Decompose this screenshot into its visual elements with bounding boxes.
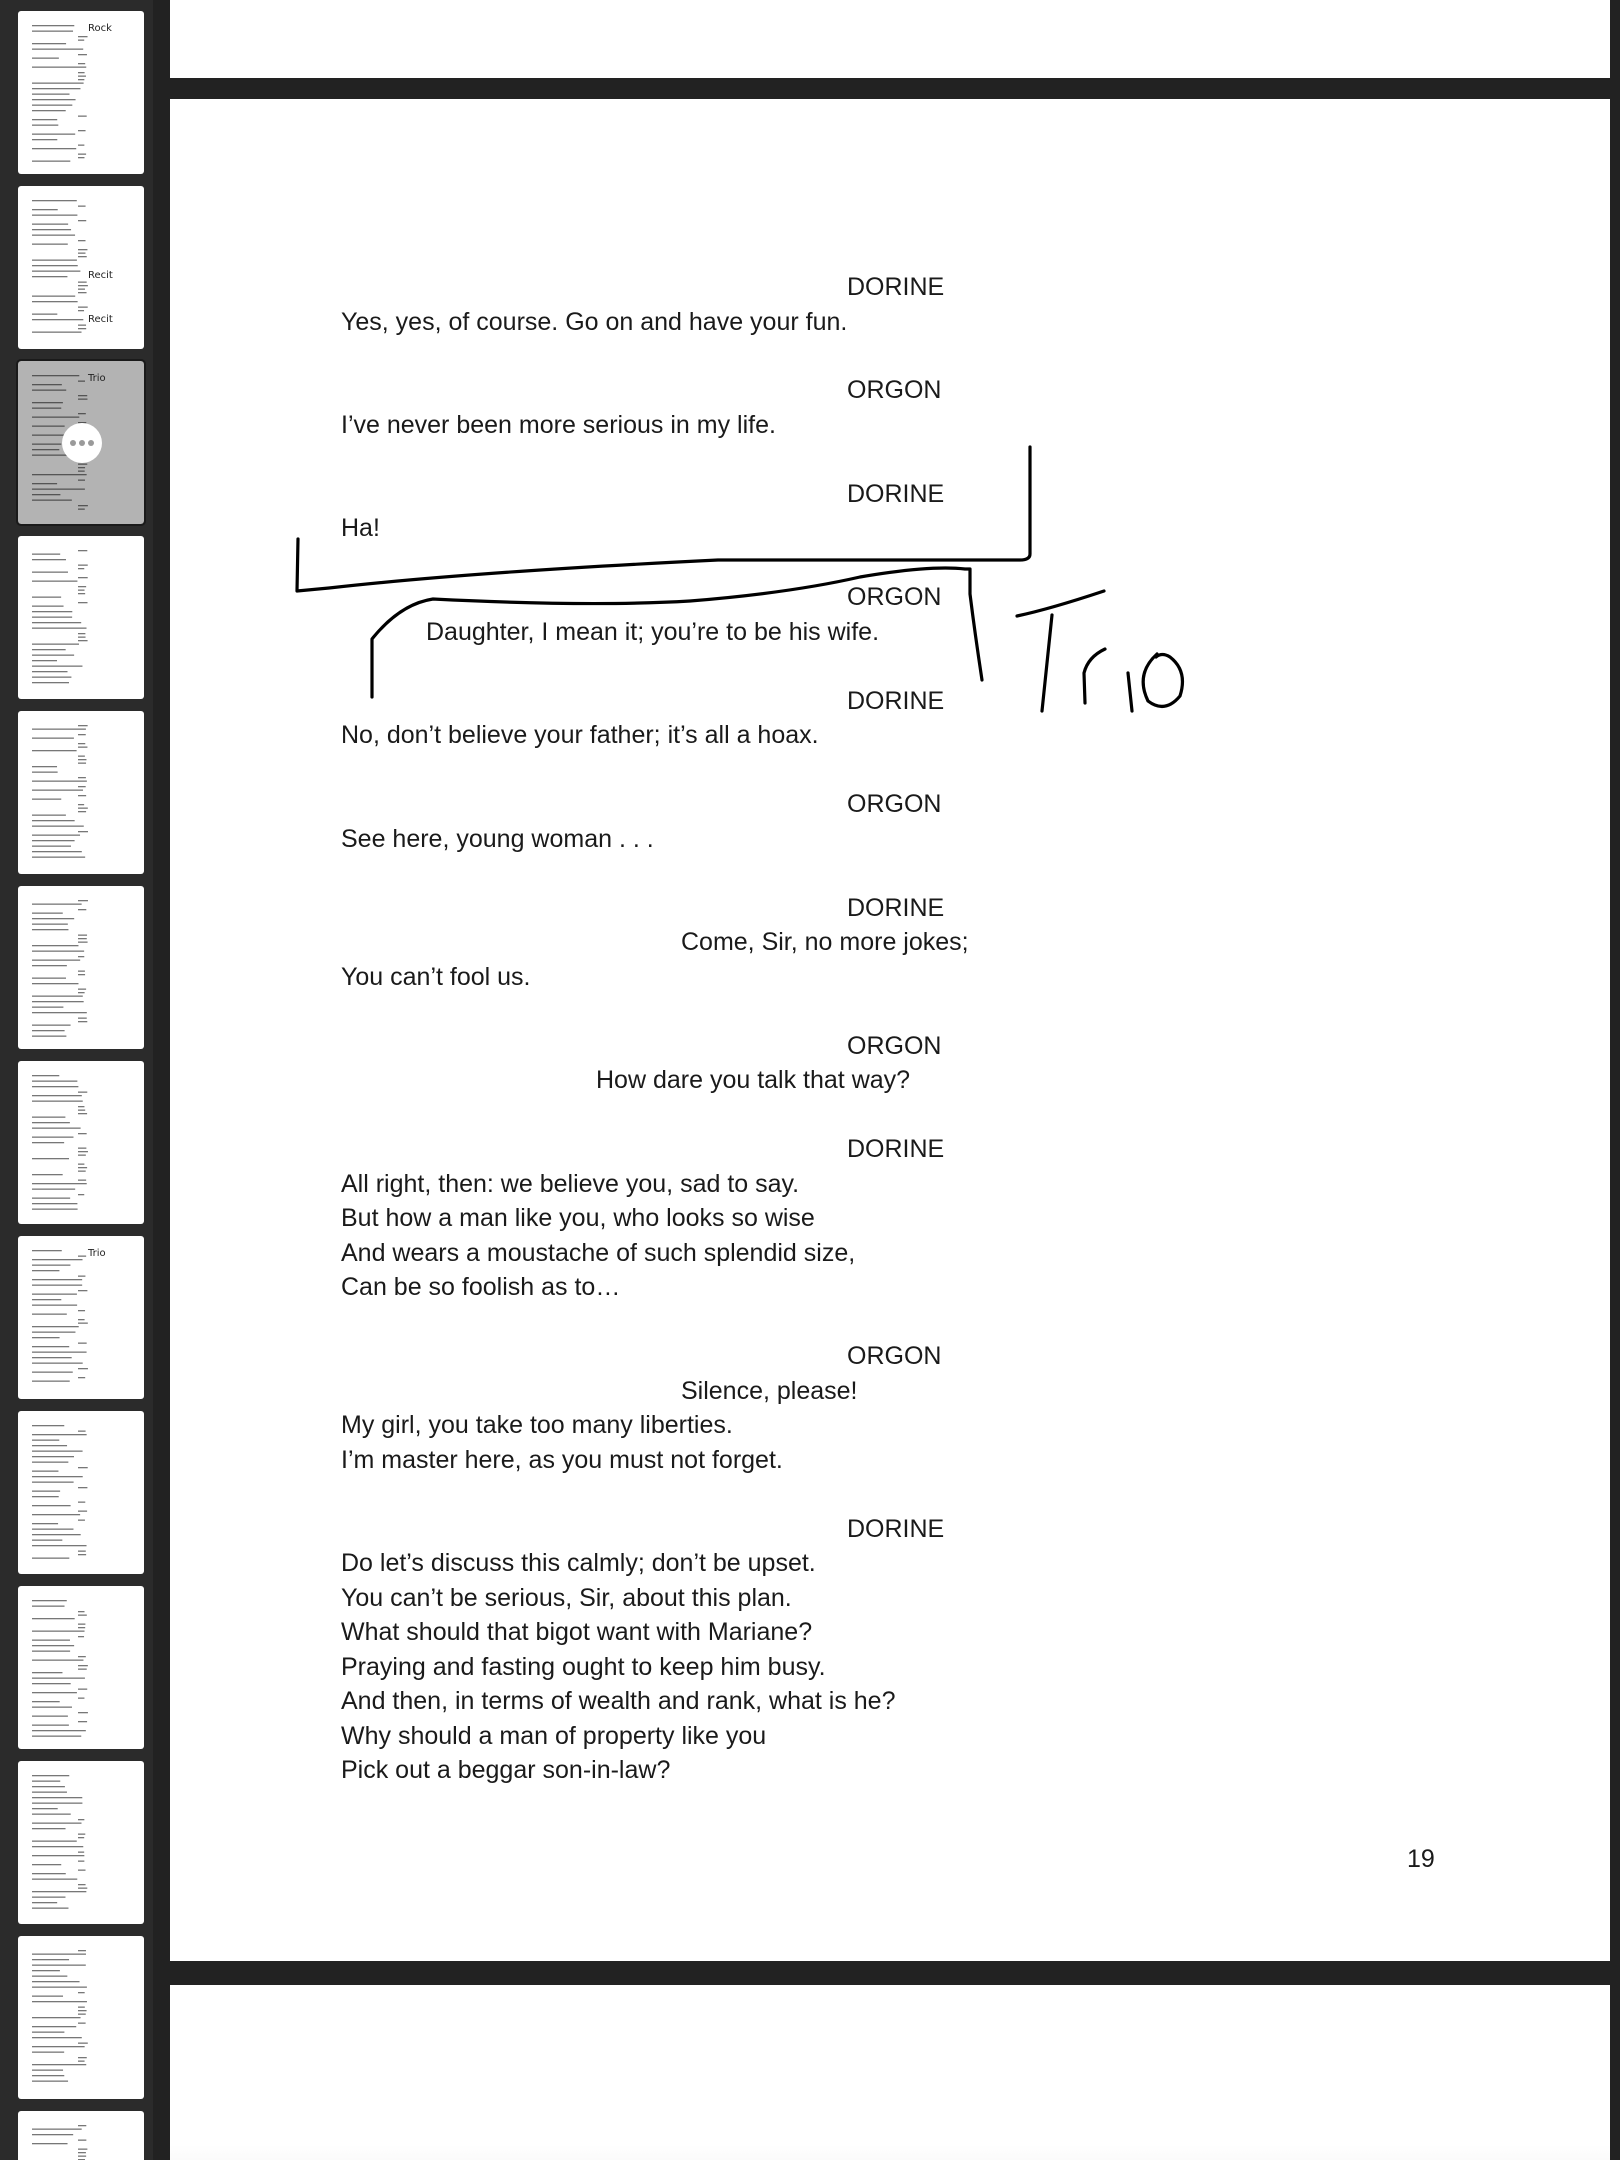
dialogue-line: Ha! xyxy=(341,514,380,542)
trio-annotation: Trio xyxy=(170,99,172,100)
dialogue-line: Can be so foolish as to… xyxy=(341,1273,621,1301)
thumbnail-text-lines xyxy=(18,536,144,699)
page-thumbnail[interactable] xyxy=(18,186,144,349)
page-thumbnail[interactable] xyxy=(18,536,144,699)
thumbnail-text-lines xyxy=(18,1411,144,1574)
dot xyxy=(79,440,85,446)
page-thumbnail[interactable] xyxy=(18,1236,144,1399)
speaker-label: DORINE xyxy=(847,480,945,508)
page-thumbnail[interactable] xyxy=(18,361,144,524)
current-page xyxy=(170,99,1610,1961)
thumbnail-annotation: Trio xyxy=(88,1248,106,1259)
speaker-label: DORINE xyxy=(847,1515,945,1543)
speaker-label: ORGON xyxy=(847,1342,942,1370)
page-thumbnail[interactable] xyxy=(18,2111,144,2160)
dialogue-line: You can’t be serious, Sir, about this plan. xyxy=(341,1584,792,1612)
dialogue-line: See here, young woman . . . xyxy=(341,825,654,853)
thumbnail-text-lines xyxy=(18,1761,144,1924)
page-thumbnail[interactable] xyxy=(18,1761,144,1924)
thumbnail-annotation: Trio xyxy=(88,373,106,384)
dialogue-line: Silence, please! xyxy=(681,1377,858,1405)
page-thumbnail[interactable] xyxy=(18,886,144,1049)
thumbnail-text-lines xyxy=(18,186,144,349)
dialogue-line: And wears a moustache of such splendid size, xyxy=(341,1239,856,1267)
page-thumbnail[interactable] xyxy=(18,1586,144,1749)
dialogue-line: But how a man like you, who looks so wise xyxy=(341,1204,815,1232)
dialogue-line: Pick out a beggar son-in-law? xyxy=(341,1756,671,1784)
dialogue-line: All right, then: we believe you, sad to say. xyxy=(341,1170,800,1198)
page-thumbnail-sidebar[interactable] xyxy=(0,0,153,2160)
thumbnail-text-lines xyxy=(18,11,144,174)
speaker-label: DORINE xyxy=(847,273,945,301)
speaker-label: DORINE xyxy=(847,894,945,922)
speaker-label: ORGON xyxy=(847,1032,942,1060)
dialogue-line: Praying and fasting ought to keep him busy. xyxy=(341,1653,826,1681)
thumbnail-text-lines xyxy=(18,1236,144,1399)
dialogue-line: I’m master here, as you must not forget. xyxy=(341,1446,783,1474)
thumbnail-text-lines xyxy=(18,1586,144,1749)
page-number: 19 xyxy=(1407,1845,1435,1873)
thumbnail-annotation: Recit xyxy=(88,314,113,325)
dialogue-line: And then, in terms of wealth and rank, what is he? xyxy=(341,1687,896,1715)
thumbnail-text-lines xyxy=(18,2111,144,2160)
more-options-icon[interactable] xyxy=(62,423,102,463)
page-thumbnail[interactable] xyxy=(18,1061,144,1224)
thumbnail-text-lines xyxy=(18,711,144,874)
page-thumbnail[interactable] xyxy=(18,711,144,874)
thumbnail-annotation: Rock xyxy=(88,23,112,34)
thumbnail-text-lines xyxy=(18,1936,144,2099)
dialogue-line: Yes, yes, of course. Go on and have your fun. xyxy=(341,308,848,336)
dialogue-line: Do let’s discuss this calmly; don’t be upset. xyxy=(341,1549,816,1577)
next-page xyxy=(170,1985,1610,2160)
document-viewer[interactable] xyxy=(153,0,1620,2160)
thumbnail-text-lines xyxy=(18,1061,144,1224)
speaker-label: ORGON xyxy=(847,376,942,404)
previous-page xyxy=(170,0,1610,78)
dot xyxy=(70,440,76,446)
dialogue-line: You can’t fool us. xyxy=(341,963,531,991)
dot xyxy=(88,440,94,446)
speaker-label: DORINE xyxy=(847,1135,945,1163)
page-thumbnail[interactable] xyxy=(18,1411,144,1574)
speaker-label: ORGON xyxy=(847,790,942,818)
dialogue-line: Why should a man of property like you xyxy=(341,1722,767,1750)
speaker-label: ORGON xyxy=(847,583,942,611)
dialogue-line: Come, Sir, no more jokes; xyxy=(681,928,969,956)
dialogue-line: Daughter, I mean it; you’re to be his wife. xyxy=(426,618,880,646)
dialogue-line: What should that bigot want with Mariane? xyxy=(341,1618,813,1646)
thumbnail-annotation: Recit xyxy=(88,270,113,281)
dialogue-line: No, don’t believe your father; it’s all a hoax. xyxy=(341,721,819,749)
dialogue-line: I’ve never been more serious in my life. xyxy=(341,411,776,439)
thumbnail-text-lines xyxy=(18,886,144,1049)
dialogue-line: My girl, you take too many liberties. xyxy=(341,1411,733,1439)
script-text xyxy=(170,99,1610,1961)
speaker-label: DORINE xyxy=(847,687,945,715)
page-thumbnail[interactable] xyxy=(18,11,144,174)
dialogue-line: How dare you talk that way? xyxy=(596,1066,911,1094)
page-thumbnail[interactable] xyxy=(18,1936,144,2099)
